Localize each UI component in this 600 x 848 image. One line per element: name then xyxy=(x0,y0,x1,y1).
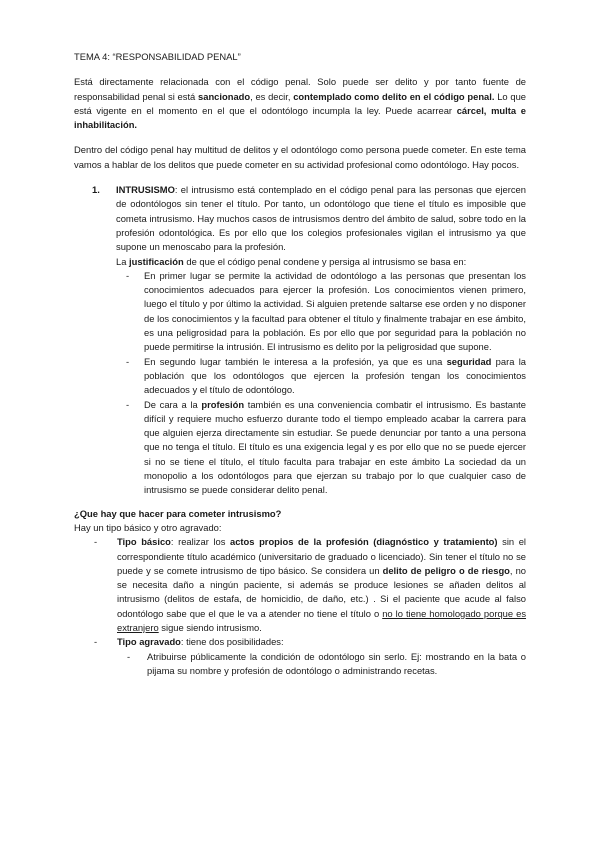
question-heading: ¿Que hay que hacer para cometer intrusismo? xyxy=(74,507,282,519)
ta-text-a: : tiene dos posibilidades: xyxy=(180,636,284,648)
dash-bullet: - xyxy=(126,355,130,367)
paragraph-context: Dentro del código penal hay multitud de delitos y el odontólogo como persona puede cometer. En este tema vamos a hablar de los delitos que puede cometer en su actividad profesional como odontólogo. Hay pocos. xyxy=(74,144,526,170)
numbered-item-intrusismo xyxy=(92,183,526,254)
tb-text-f: sigue siendo intrusismo. xyxy=(158,621,262,633)
page-title: TEMA 4: “RESPONSABILIDAD PENAL” xyxy=(74,51,241,62)
bullet-bold: profesión xyxy=(201,398,245,410)
tipo-basico-label: Tipo básico xyxy=(117,536,171,548)
dash-bullet: - xyxy=(126,269,130,281)
list-item xyxy=(126,398,526,498)
bullet-text-a: En segundo lugar también le interesa a la profesión, ya que es una xyxy=(144,355,447,367)
tb-underlined: no lo tiene homologado porque es extranjero xyxy=(117,607,527,633)
list-item xyxy=(126,355,526,398)
dash-bullet: - xyxy=(94,636,98,648)
tb-bold-actos: actos propios de la profesión (diagnóstico y tratamiento) xyxy=(230,536,498,548)
intro-bold-penas: cárcel, multa e inhabilitación. xyxy=(74,104,526,131)
intro-text-d: Lo que está vigente en el momento en el que el odontólogo incumpla la ley. Puede acarrear xyxy=(74,90,527,116)
list-item xyxy=(94,535,526,635)
intro-bold-sancionado: sancionado xyxy=(198,90,251,102)
just-text-c: de que el código penal condene y persiga al intrusismo se basa en: xyxy=(183,255,467,267)
types-list xyxy=(74,535,526,678)
sub-bullet-text: Atribuirse públicamente la condición de odontólogo sin serlo. Ej: mostrando en la bata o pijama su nombre y profesión de odontólogo o administrando recetas. xyxy=(147,650,526,676)
item-text: : el intrusismo está contemplado en el código penal para las personas que ejercen de odontólogos sin tener el título. Por tanto, un odontólogo que tiene el título es imposible que cometa intrusismo. Hay muchos casos de intrusismos dentro del ámbito de salud, sobre todo en la profesión odontológica. Es por ello que los colegios profesionales vigilan el intrusismo ya que supone un menoscabo para la profesión. xyxy=(116,184,526,253)
tipo-agravado-label: Tipo agravado xyxy=(117,636,181,648)
tb-text-e: , no se necesita daño a ningún paciente, si además se produce lesiones se añaden delitos al intrusismo (delitos de estafa, de homicidio, de daño, etc.) . Si el paciente que acude al falso odontólogo sabe que el que le va a atender no tiene el título o xyxy=(117,564,527,619)
item-number: 1. xyxy=(92,184,100,196)
list-item xyxy=(126,269,526,355)
intro-text-a: Está directamente relacionada con el código penal. Solo puede ser delito y por tanto fuente de responsabilidad penal si está xyxy=(74,76,526,102)
dash-bullet: - xyxy=(94,536,98,548)
bullet-bold: seguridad xyxy=(446,355,492,367)
bullet-text: En primer lugar se permite la actividad de odontólogo a las personas que presentan los conocimientos adecuados para ejercer la profesión. Los conocimientos vienen primero, luego el título y por último la actividad. Si alguien pretende saltarse ese orden y no disponer de los conocimientos y la facultad para obtener el título y finalmente trabajar en ese ámbito, es una peligrosidad para la población. Es por ello que por seguridad para la población no puede permitirse la intrusión. El intrusismo es delito por la peligrosidad que supone. xyxy=(144,269,526,353)
justificacion-list xyxy=(74,269,526,498)
bullet-text xyxy=(144,355,526,398)
tb-bold-delito: delito de peligro o de riesgo xyxy=(382,564,510,576)
types-intro: Hay un tipo básico y otro agravado: xyxy=(74,521,222,533)
dash-bullet: - xyxy=(127,650,131,662)
bullet-text-c: para la población que los odontólogos que ejercen la profesión tengan los conocimientos adecuados y el título de odontólogo. xyxy=(144,355,526,396)
intro-bold-contemplado: contemplado como delito en el código penal. xyxy=(293,90,495,102)
list-item xyxy=(127,650,526,679)
dash-bullet: - xyxy=(126,398,130,410)
item-label-intrusismo: INTRUSISMO xyxy=(116,184,175,196)
intro-text-c: , es decir, xyxy=(250,90,294,102)
document-page xyxy=(74,50,526,678)
agravado-sublist xyxy=(117,650,526,679)
list-item xyxy=(94,635,526,678)
item-body xyxy=(116,183,526,254)
bullet-text xyxy=(144,398,526,498)
bullet-text-c: también es una conveniencia combatir el intrusismo. Es bastante difícil y requiere mucho esfuerzo durante todo el tiempo empleado acabar la carrera para que alguien ejerza directamente sin estudiar. Se puede denunciar por tanto a una persona que no tenga el título. El título es una exigencia legal y es por ello que no se puede ejercer si no se tiene el título, el título faculta para trabajar en este ámbito La sociedad da un monopolio a los odontólogos para que ejerzan su trabajo por lo que cualquier caso de intrusismo se puede considerar delito penal. xyxy=(144,398,527,496)
just-text-a: La xyxy=(116,255,130,267)
tipo-basico-text xyxy=(117,535,526,635)
paragraph-intro xyxy=(74,75,526,132)
tb-text-a: : realizar los xyxy=(170,536,230,548)
justificacion-line xyxy=(116,255,526,269)
bullet-text-a: De cara a la xyxy=(144,398,202,410)
tb-text-c: sin el correspondiente título académico (universitario de graduado o licenciado). Sin tener el título no se puede y se comete intrusismo de tipo básico. Se considera un xyxy=(117,536,526,576)
just-bold: justificación xyxy=(129,255,184,267)
tipo-agravado-text xyxy=(117,635,526,678)
